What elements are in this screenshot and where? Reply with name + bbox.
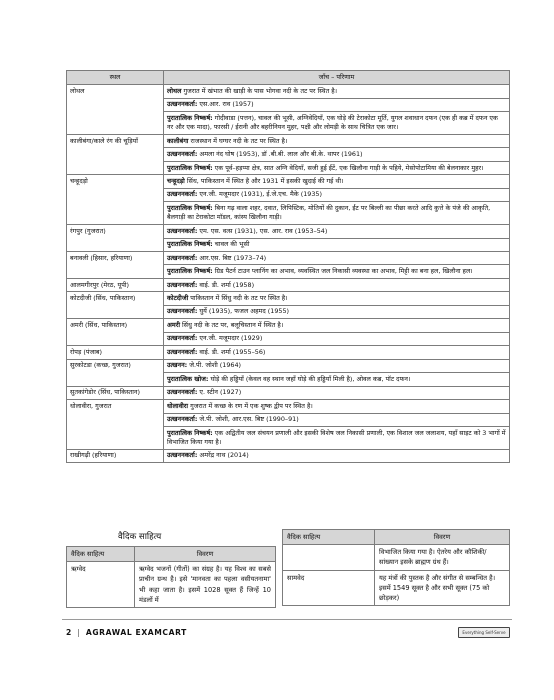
finding-label: उत्खननकर्ता: <box>167 150 198 159</box>
vedic-right-header-desc: विवरण <box>375 530 510 545</box>
finding-label: पुरातात्विक निष्कर्ष: <box>167 113 213 122</box>
table-row <box>67 319 510 332</box>
finding-text: सिंधु नदी के तट पर, बलूचिस्तान में स्थित है। <box>179 320 284 329</box>
finding-text: अमला नंद घोष (1953), डॉ .बी.बी. लाल और बी.के. थापर (1961) <box>197 150 363 159</box>
site-cell <box>67 413 164 426</box>
site-cell <box>67 161 164 174</box>
finding-text: वाई. डी. शर्मा (1955–56) <box>197 347 266 356</box>
table-row <box>67 346 510 359</box>
site-cell <box>67 373 164 386</box>
finding-text: राजस्थान में घग्घर नदी के तट पर स्थित है। <box>188 136 288 145</box>
footer-separator: | <box>77 628 80 637</box>
finding-cell <box>164 238 510 251</box>
vedic-desc: यह मंत्रों की पुस्तक है और संगीत से सम्बन्धित है। इसमें 1549 सूक्त है और सभी सूक्त (75 को छोड़कर) <box>375 570 510 606</box>
table-row <box>67 161 510 174</box>
footer-badge: Everything Self-Serve <box>458 627 510 638</box>
site-cell <box>67 265 164 278</box>
brand-logo: AGRAWAL EXAMCART <box>85 628 187 637</box>
finding-cell <box>164 386 510 399</box>
finding-label: चन्हूदड़ो <box>167 176 185 185</box>
vedic-right-header-row <box>283 530 510 545</box>
finding-text: पाकिस्तान में सिंधु नदी के तट पर स्थित है। <box>188 294 288 302</box>
finding-cell <box>164 359 510 372</box>
site-cell: राखीगढ़ी (हरियाणा) <box>67 449 164 462</box>
table-row <box>67 305 510 318</box>
table-row <box>67 427 510 450</box>
vedic-desc: विभाजित किया गया है। ऐतरेय और कौशिकी/सांख्यान इसके ब्राह्मण ग्रंथ हैं। <box>375 545 510 570</box>
site-cell <box>67 98 164 111</box>
table-row <box>67 188 510 201</box>
finding-text: आर.एस. बिष्ट (1973–74) <box>197 253 267 262</box>
vedic-table-left <box>66 546 276 608</box>
finding-label: उत्खननकर्ता: <box>167 253 198 262</box>
table-row <box>67 175 510 188</box>
finding-cell <box>164 202 510 225</box>
site-cell: आलमगीरपुर (मेरठ, यूपी) <box>67 278 164 291</box>
finding-cell <box>164 252 510 265</box>
site-cell: बनावली (हिसार, हरियाणा) <box>67 252 164 265</box>
site-cell <box>67 332 164 345</box>
finding-cell <box>164 305 510 318</box>
finding-label: अमरी <box>167 320 180 329</box>
site-cell <box>67 112 164 135</box>
vedic-right-header-name: वैदिक साहित्य <box>283 530 375 545</box>
site-cell <box>67 427 164 450</box>
table-row <box>67 400 510 413</box>
site-cell <box>67 188 164 201</box>
vedic-name: ऋग्वेद <box>67 562 135 608</box>
site-cell: सुतकांगेडोर (सिंध, पाकिस्तान) <box>67 386 164 399</box>
finding-label: उत्खननकर्ता: <box>167 415 198 424</box>
finding-cell <box>164 278 510 291</box>
table-row <box>67 265 510 278</box>
table-row <box>67 238 510 251</box>
finding-label: उत्खननकर्ता: <box>167 190 198 199</box>
table-row <box>67 148 510 161</box>
finding-text: एन.जी. मजूमदार (1929) <box>197 334 263 343</box>
finding-cell <box>164 319 510 332</box>
site-cell: अमरी (सिंध, पाकिस्तान) <box>67 319 164 332</box>
finding-text: गुजरात में खंभात की खाड़ी के पास भोगवा नदी के तट पर स्थित है। <box>181 86 338 95</box>
finding-text: घोड़े की हड्डियाँ (केवल वह स्थान जहाँ घोड़े की हड्डियाँ मिली है), ओवल कब्र, पॉट दफन। <box>208 374 411 383</box>
site-cell: धोलावीरा, गुजरात <box>67 400 164 413</box>
table-row <box>67 386 510 399</box>
finding-text: जे.पी. जोशी, आर.एस. बिष्ट (1990–91) <box>197 415 299 424</box>
finding-label: पुरातात्विक निष्कर्ष: <box>167 203 213 212</box>
site-cell <box>67 202 164 225</box>
finding-cell <box>164 449 510 462</box>
table-row <box>67 134 510 147</box>
finding-cell <box>164 112 510 135</box>
finding-label: उत्खननकर्ता: <box>167 100 198 109</box>
site-cell <box>67 305 164 318</box>
finding-label: उत्खननकर्ता: <box>167 388 198 397</box>
site-cell: कालीबंगा/काले रंग की चूड़ियाँ <box>67 134 164 147</box>
table-row <box>67 252 510 265</box>
finding-label: पुरातात्विक निष्कर्ष: <box>167 240 213 249</box>
site-cell: कोटदीजी (सिंध, पाकिस्तान) <box>67 292 164 305</box>
finding-text: बिना गढ़ वाला शहर, दवात, लिपिस्टिक, मोतियों की दुकान, ईंट पर बिल्ली का पीछा करते आदि कुत्ते के पंजे की आकृति, बैलगाड़ी का टेराकोटा मॉडल, कांस्य खिलौना गाड़ी। <box>167 203 491 222</box>
vedic-row <box>67 562 276 608</box>
finding-label: कालीबंगा <box>167 136 189 145</box>
table-row <box>67 225 510 238</box>
site-cell: लोथल <box>67 85 164 98</box>
finding-cell <box>164 148 510 161</box>
table-row <box>67 85 510 98</box>
harappan-sites-table <box>66 70 510 463</box>
site-cell <box>67 238 164 251</box>
site-cell: रंगपुर (गुजरात) <box>67 225 164 238</box>
finding-text: गुजरात में कच्छ के रण में एक शुष्क द्वीप पर स्थित है। <box>188 401 313 410</box>
finding-cell <box>164 161 510 174</box>
finding-label: उत्खनन: <box>167 361 188 370</box>
finding-label: पुरातात्विक निष्कर्ष: <box>167 428 213 437</box>
finding-label: उत्खननकर्ता: <box>167 226 198 235</box>
finding-label: पुरातात्विक निष्कर्ष: <box>167 163 213 172</box>
finding-cell <box>164 373 510 386</box>
finding-text: अमरेंद्र नाथ (2014) <box>197 451 249 460</box>
finding-text: एक पूर्व–हड़प्पा क्षेत्र, सात अग्नि वेदियाँ, सजी हुई ईंटें, एक खिलौना गाड़ी के पहिये, मेसोपोटामिया की बेलनाकार मुहर। <box>212 163 484 172</box>
finding-label: पुरातात्विक खोज: <box>167 374 209 383</box>
finding-text: गोदीवाडा (पत्तन), चावल की भूसी, अग्निवेदियाँ, एक घोड़े की टेराकोटा मूर्ति, युगल शवाधान दफन (एक ही कब्र में दफन एक नर और एक मादा), फारसी / ईरानी और बहरीनियन मुहर, पक्षी और लोमड़ी के साथ चित्रित एक जार। <box>167 113 498 132</box>
table-row <box>67 98 510 111</box>
header-site: स्थल <box>67 71 164 85</box>
finding-cell <box>164 427 510 450</box>
finding-cell <box>164 225 510 238</box>
finding-cell <box>164 85 510 98</box>
finding-cell <box>164 292 510 305</box>
finding-text: ग्रिड पैटर्न टाउन प्लानिंग का अभाव, व्यवस्थित जल निकासी व्यवस्था का अभाव, मिट्टी का बना हल, खिलौना हल। <box>212 267 473 276</box>
table-row <box>67 278 510 291</box>
finding-cell <box>164 400 510 413</box>
vedic-row <box>283 570 510 606</box>
finding-cell <box>164 346 510 359</box>
vedic-left-header-name: वैदिक साहित्य <box>67 547 135 562</box>
table-row <box>67 332 510 345</box>
site-cell: रोपड़ (पंजाब) <box>67 346 164 359</box>
table-row <box>67 112 510 135</box>
site-cell: सुरकोटडा (कच्छ, गुजरात) <box>67 359 164 372</box>
finding-text: जे.पी. जोशी (1964) <box>187 361 242 370</box>
finding-text: एन.जी. मजूमदार (1931), ई.जे.एच. मैके (1935) <box>197 190 322 199</box>
finding-label: धोलावीरा <box>167 401 189 410</box>
table-row <box>67 202 510 225</box>
vedic-name <box>283 545 375 570</box>
vedic-row <box>283 545 510 570</box>
vedic-name: सामवेद <box>283 570 375 606</box>
page-footer <box>66 628 187 637</box>
section-title: वैदिक साहित्य <box>118 532 162 542</box>
table-row <box>67 292 510 305</box>
vedic-left-header-desc: विवरण <box>135 547 276 562</box>
finding-cell <box>164 265 510 278</box>
finding-label: उत्खननकर्ता: <box>167 280 198 289</box>
finding-text: एम. एस. वत्स (1931), एस. आर. राव (1953–54) <box>197 226 328 235</box>
finding-cell <box>164 134 510 147</box>
vedic-table-right <box>282 529 510 606</box>
finding-text: सिंध, पाकिस्तान में स्थित है और 1931 में इसकी खुदाई की गई थी। <box>184 176 344 185</box>
table-header-row <box>67 71 510 85</box>
finding-text: एस.आर. राव (1957) <box>197 100 254 109</box>
finding-cell <box>164 413 510 426</box>
finding-label: उत्खननकर्ता: <box>167 347 198 356</box>
finding-cell <box>164 98 510 111</box>
header-findings: जाँच – परिणाम <box>164 71 510 85</box>
finding-cell <box>164 332 510 345</box>
site-cell: चन्हूदड़ो <box>67 175 164 188</box>
site-cell <box>67 148 164 161</box>
table-row <box>67 359 510 372</box>
vedic-desc: ऋग्वेद भजनों (गीतों) का संग्रह है। यह विश्व का सबसे प्राचीन ग्रन्थ है। इसे 'मानवता का पहला वसीयतनामा' भी कहा जाता है। इसमें 1028 सूक्त हैं जिन्हें 10 मंडलों में <box>135 562 276 608</box>
finding-text: एक अद्वितीय जल संचयन प्रणाली और इसकी विशेष जल निकासी प्रणाली, एक विशाल जल जलाशय, यहाँ साइट को 3 भागों में विभाजित किया गया है। <box>167 428 506 446</box>
finding-label: पुरातात्विक निष्कर्ष: <box>167 267 213 276</box>
finding-label: लोथल <box>167 86 182 95</box>
finding-label: उत्खननकर्ता: <box>167 334 198 343</box>
finding-text: घुर्ये (1935), फजल अहमद (1955) <box>197 307 290 316</box>
finding-cell <box>164 188 510 201</box>
page-number: 2 <box>66 628 72 637</box>
finding-text: ए. स्टीन (1927) <box>197 388 242 397</box>
finding-label: कोटदीजी <box>167 294 189 302</box>
footer-divider <box>62 619 512 620</box>
finding-text: वाई. डी. शर्मा (1958) <box>197 280 255 289</box>
table-row <box>67 373 510 386</box>
table-row <box>67 449 510 462</box>
finding-text: चावल की भूसी <box>212 240 250 249</box>
finding-label: उत्खननकर्ता: <box>167 307 198 316</box>
table-row <box>67 413 510 426</box>
vedic-left-header-row <box>67 547 276 562</box>
finding-label: उत्खननकर्ता: <box>167 451 198 460</box>
finding-cell <box>164 175 510 188</box>
